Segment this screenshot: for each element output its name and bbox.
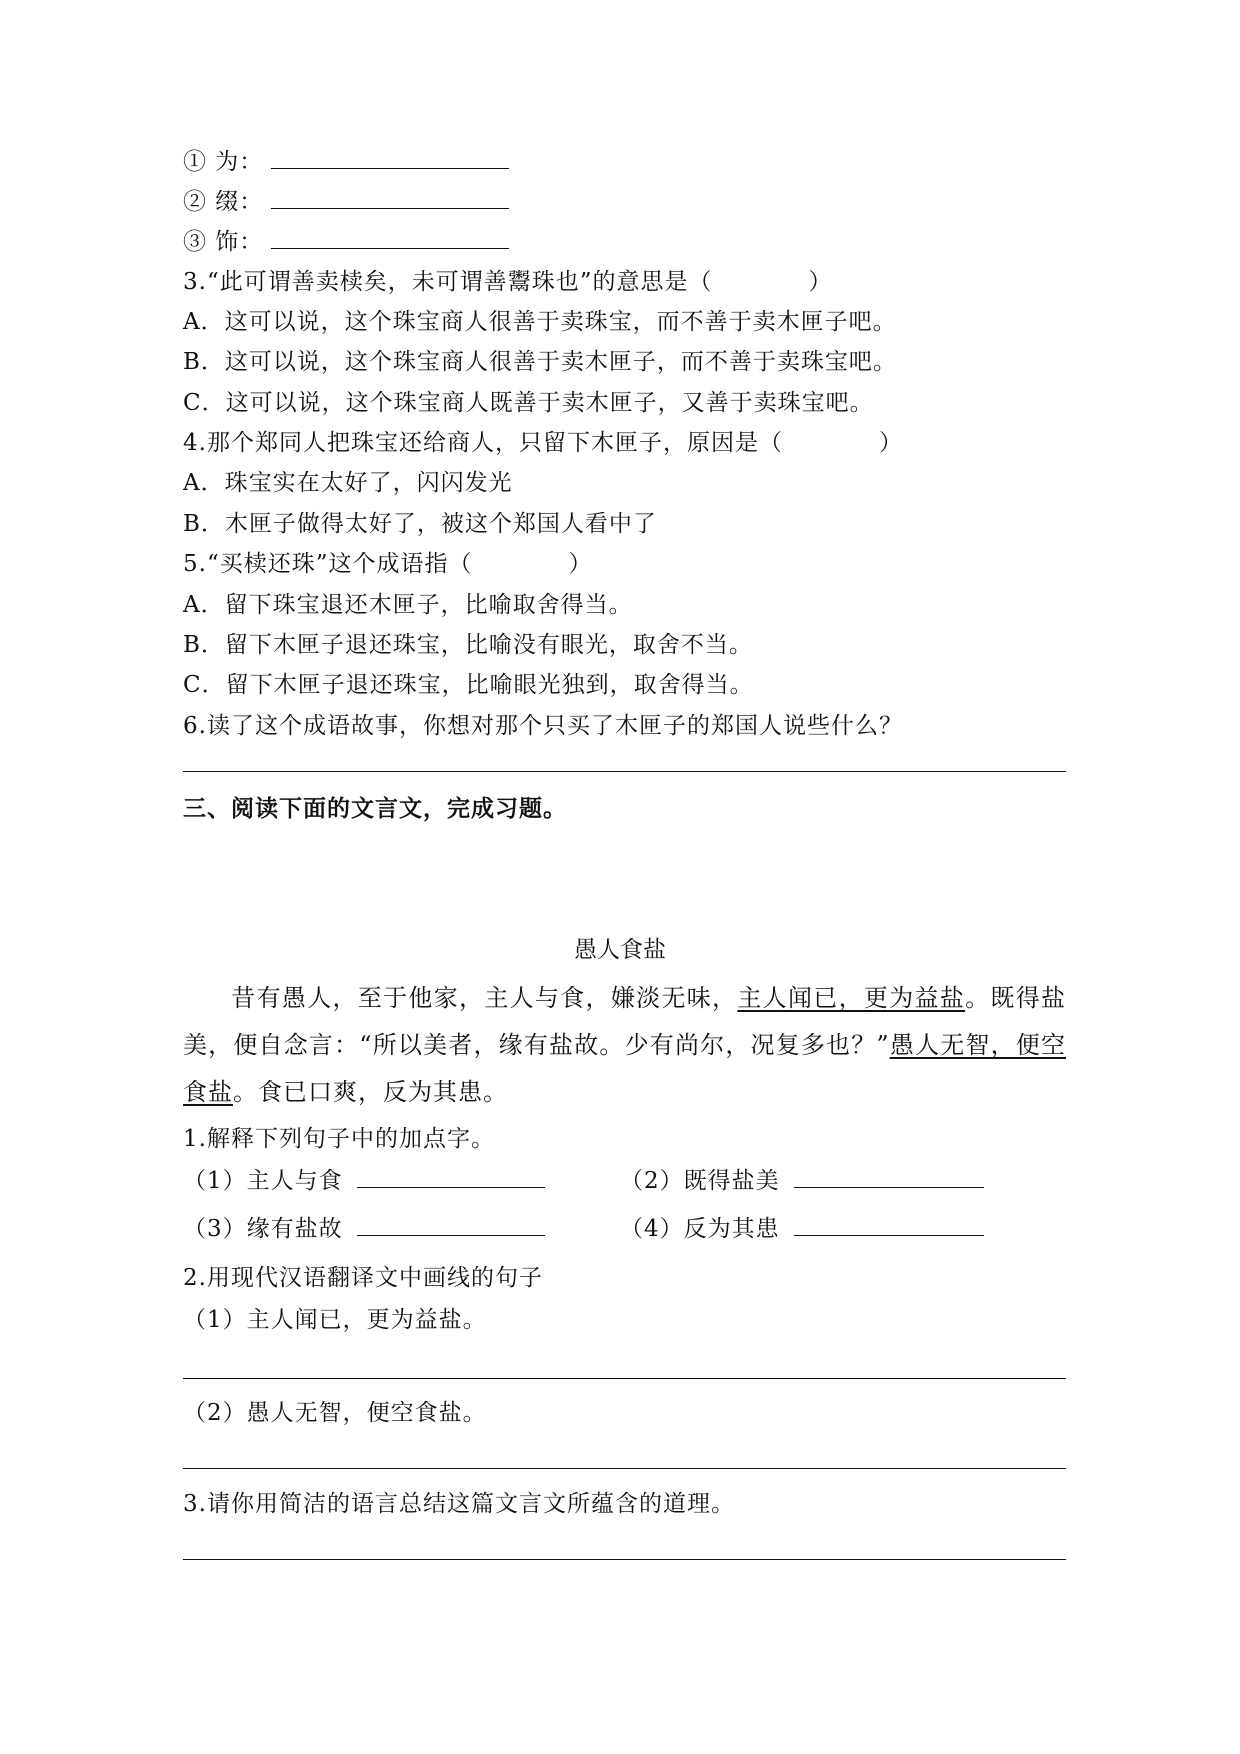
classical-passage xyxy=(183,975,1066,1116)
q4-stem: 4.那个郑同人把珠宝还给商人，只留下木匣子，原因是（ ） xyxy=(183,430,903,456)
s3-q2-answer-line-1[interactable] xyxy=(183,1378,1066,1379)
q2-item-1 xyxy=(183,146,509,177)
answer-blank[interactable] xyxy=(357,1165,545,1188)
q6-stem: 6.读了这个成语故事，你想对那个只买了木匣子的郑国人说些什么？ xyxy=(183,713,903,739)
s3-q1-item-label: （2）既得盐美 xyxy=(620,1168,780,1194)
q2-item-3 xyxy=(183,226,509,257)
s3-q3-stem: 3.请你用简洁的语言总结这篇文言文所蕴含的道理。 xyxy=(183,1491,735,1517)
underlined-sentence-1: 主人闻已，更为益盐 xyxy=(737,984,966,1012)
passage-text: 。食已口爽，反为其患。 xyxy=(233,1078,508,1106)
q4-option-b[interactable]: B．木匣子做得太好了，被这个郑国人看中了 xyxy=(183,511,657,537)
s3-q1-item-label: （1）主人与食 xyxy=(183,1168,343,1194)
q6-answer-line[interactable] xyxy=(183,771,1066,772)
s3-q1-item-3 xyxy=(183,1213,545,1244)
q2-item-label: ③ 饰： xyxy=(183,229,264,255)
s3-q1-item-label: （4）反为其患 xyxy=(620,1216,780,1242)
answer-blank[interactable] xyxy=(271,186,509,209)
q2-item-2 xyxy=(183,186,509,217)
q3-option-b[interactable]: B．这可以说，这个珠宝商人很善于卖木匣子，而不善于卖珠宝吧。 xyxy=(183,349,897,375)
q3-stem: 3.“此可谓善卖椟矣，未可谓善鬻珠也”的意思是（ ） xyxy=(183,269,833,295)
q5-option-b[interactable]: B．留下木匣子退还珠宝，比喻没有眼光，取舍不当。 xyxy=(183,632,753,658)
s3-q2-item-1: （1）主人闻已，更为益盐。 xyxy=(183,1307,487,1333)
s3-q1-item-1 xyxy=(183,1165,545,1196)
passage-text: 昔有愚人，至于他家，主人与食，嫌淡无味， xyxy=(231,984,738,1012)
answer-blank[interactable] xyxy=(271,146,509,169)
passage-title: 愚人食盐 xyxy=(574,937,666,963)
underlined-sentence-2: 愚人无智，便空食盐 xyxy=(183,1031,1066,1106)
s3-q2-item-2: （2）愚人无智，便空食盐。 xyxy=(183,1400,487,1426)
q2-item-label: ② 缀： xyxy=(183,189,264,215)
s3-q1-item-2 xyxy=(620,1165,984,1196)
q3-option-c[interactable]: C．这可以说，这个珠宝商人既善于卖木匣子，又善于卖珠宝吧。 xyxy=(183,390,874,416)
s3-q2-stem: 2.用现代汉语翻译文中画线的句子 xyxy=(183,1265,543,1291)
q5-option-c[interactable]: C．留下木匣子退还珠宝，比喻眼光独到，取舍得当。 xyxy=(183,672,754,698)
answer-blank[interactable] xyxy=(794,1213,984,1236)
q5-option-a[interactable]: A．留下珠宝退还木匣子，比喻取舍得当。 xyxy=(183,592,633,618)
s3-q1-stem: 1.解释下列句子中的加点字。 xyxy=(183,1126,495,1152)
passage-text: 。既得盐美，便自念言：“所以美者，缘有盐故。少有尚尔，况复多也？” xyxy=(183,984,1067,1059)
answer-blank[interactable] xyxy=(357,1213,545,1236)
s3-q2-answer-line-2[interactable] xyxy=(183,1468,1066,1469)
q4-option-a[interactable]: A．珠宝实在太好了，闪闪发光 xyxy=(183,470,513,496)
q3-option-a[interactable]: A．这可以说，这个珠宝商人很善于卖珠宝，而不善于卖木匣子吧。 xyxy=(183,309,897,335)
answer-blank[interactable] xyxy=(271,226,509,249)
q2-item-label: ① 为： xyxy=(183,149,264,175)
s3-q1-item-4 xyxy=(620,1213,984,1244)
q5-stem: 5.“买椟还珠”这个成语指（ ） xyxy=(183,551,593,577)
answer-blank[interactable] xyxy=(794,1165,984,1188)
section-heading: 三、阅读下面的文言文，完成习题。 xyxy=(183,796,567,822)
s3-q1-item-label: （3）缘有盐故 xyxy=(183,1216,343,1242)
s3-q3-answer-line[interactable] xyxy=(183,1559,1066,1560)
